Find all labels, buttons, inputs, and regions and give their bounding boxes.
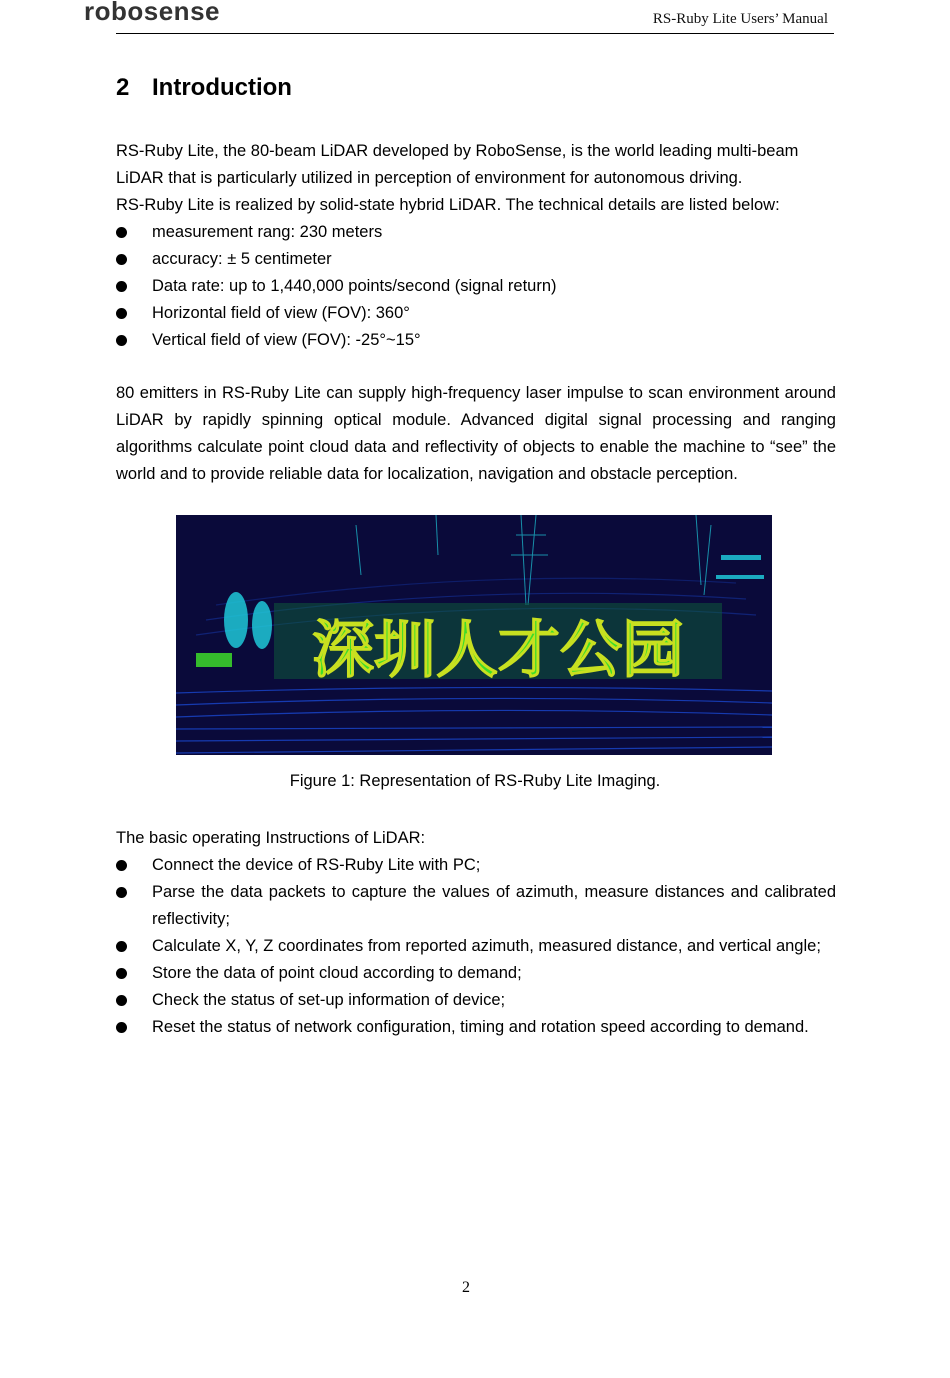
list-item: Check the status of set-up information of device; xyxy=(116,987,836,1014)
instructions-heading: The basic operating Instructions of LiDAR: xyxy=(116,829,426,847)
section-number: 2 xyxy=(116,74,130,101)
list-item: Store the data of point cloud according to demand; xyxy=(116,960,836,987)
list-item: Data rate: up to 1,440,000 points/second (signal return) xyxy=(116,273,836,300)
lidar-figure xyxy=(176,515,772,755)
robosense-logo: robosense xyxy=(84,0,220,26)
list-item: Calculate X, Y, Z coordinates from reported azimuth, measured distance, and vertical angle; xyxy=(116,933,836,960)
bullet-icon xyxy=(116,227,127,238)
bullet-icon xyxy=(116,887,127,898)
list-item: accuracy: ± 5 centimeter xyxy=(116,246,836,273)
lidar-point-cloud-image xyxy=(176,515,772,755)
bullet-icon xyxy=(116,335,127,346)
bullet-icon xyxy=(116,860,127,871)
intro-block xyxy=(116,138,836,354)
list-item: Vertical field of view (FOV): -25°~15° xyxy=(116,327,836,354)
sign-text: 深圳人才公园 xyxy=(311,613,685,686)
description-paragraph: 80 emitters in RS-Ruby Lite can supply high-frequency laser impulse to scan environment around LiDAR by rapidly spinning optical module. Advanced digital signal processing and ranging algorithms calculate point cloud data and reflectivity of objects to enable the machine to “see” the world and to provide reliable data for localization, navigation and obstacle perception. xyxy=(116,384,836,483)
bullet-icon xyxy=(116,1022,127,1033)
page-header xyxy=(84,0,834,34)
section-title: Introduction xyxy=(152,74,292,101)
bullet-icon xyxy=(116,968,127,979)
manual-title: RS-Ruby Lite Users’ Manual xyxy=(652,11,828,27)
instructions-list xyxy=(116,852,836,1041)
intro-paragraph-2: RS-Ruby Lite is realized by solid-state hybrid LiDAR. The technical details are listed below: xyxy=(116,196,780,214)
section-heading xyxy=(116,74,292,102)
bullet-icon xyxy=(116,254,127,265)
list-item: Parse the data packets to capture the values of azimuth, measure distances and calibrated reflectivity; xyxy=(116,879,836,933)
bullet-icon xyxy=(116,995,127,1006)
instructions-block xyxy=(116,825,836,1041)
list-item: Horizontal field of view (FOV): 360° xyxy=(116,300,836,327)
list-item: measurement rang: 230 meters xyxy=(116,219,836,246)
list-item: Reset the status of network configuration, timing and rotation speed according to demand. xyxy=(116,1014,836,1041)
bullet-icon xyxy=(116,308,127,319)
figure-caption: Figure 1: Representation of RS-Ruby Lite Imaging. xyxy=(289,772,661,790)
page-number: 2 xyxy=(462,1279,470,1296)
spec-list xyxy=(116,219,836,354)
list-item: Connect the device of RS-Ruby Lite with PC; xyxy=(116,852,836,879)
description-block xyxy=(116,380,836,488)
bullet-icon xyxy=(116,281,127,292)
intro-paragraph-1: RS-Ruby Lite, the 80-beam LiDAR developed by RoboSense, is the world leading multi-beam LiDAR that is particularly utilized in perception of environment for autonomous driving. xyxy=(116,142,799,187)
bullet-icon xyxy=(116,941,127,952)
